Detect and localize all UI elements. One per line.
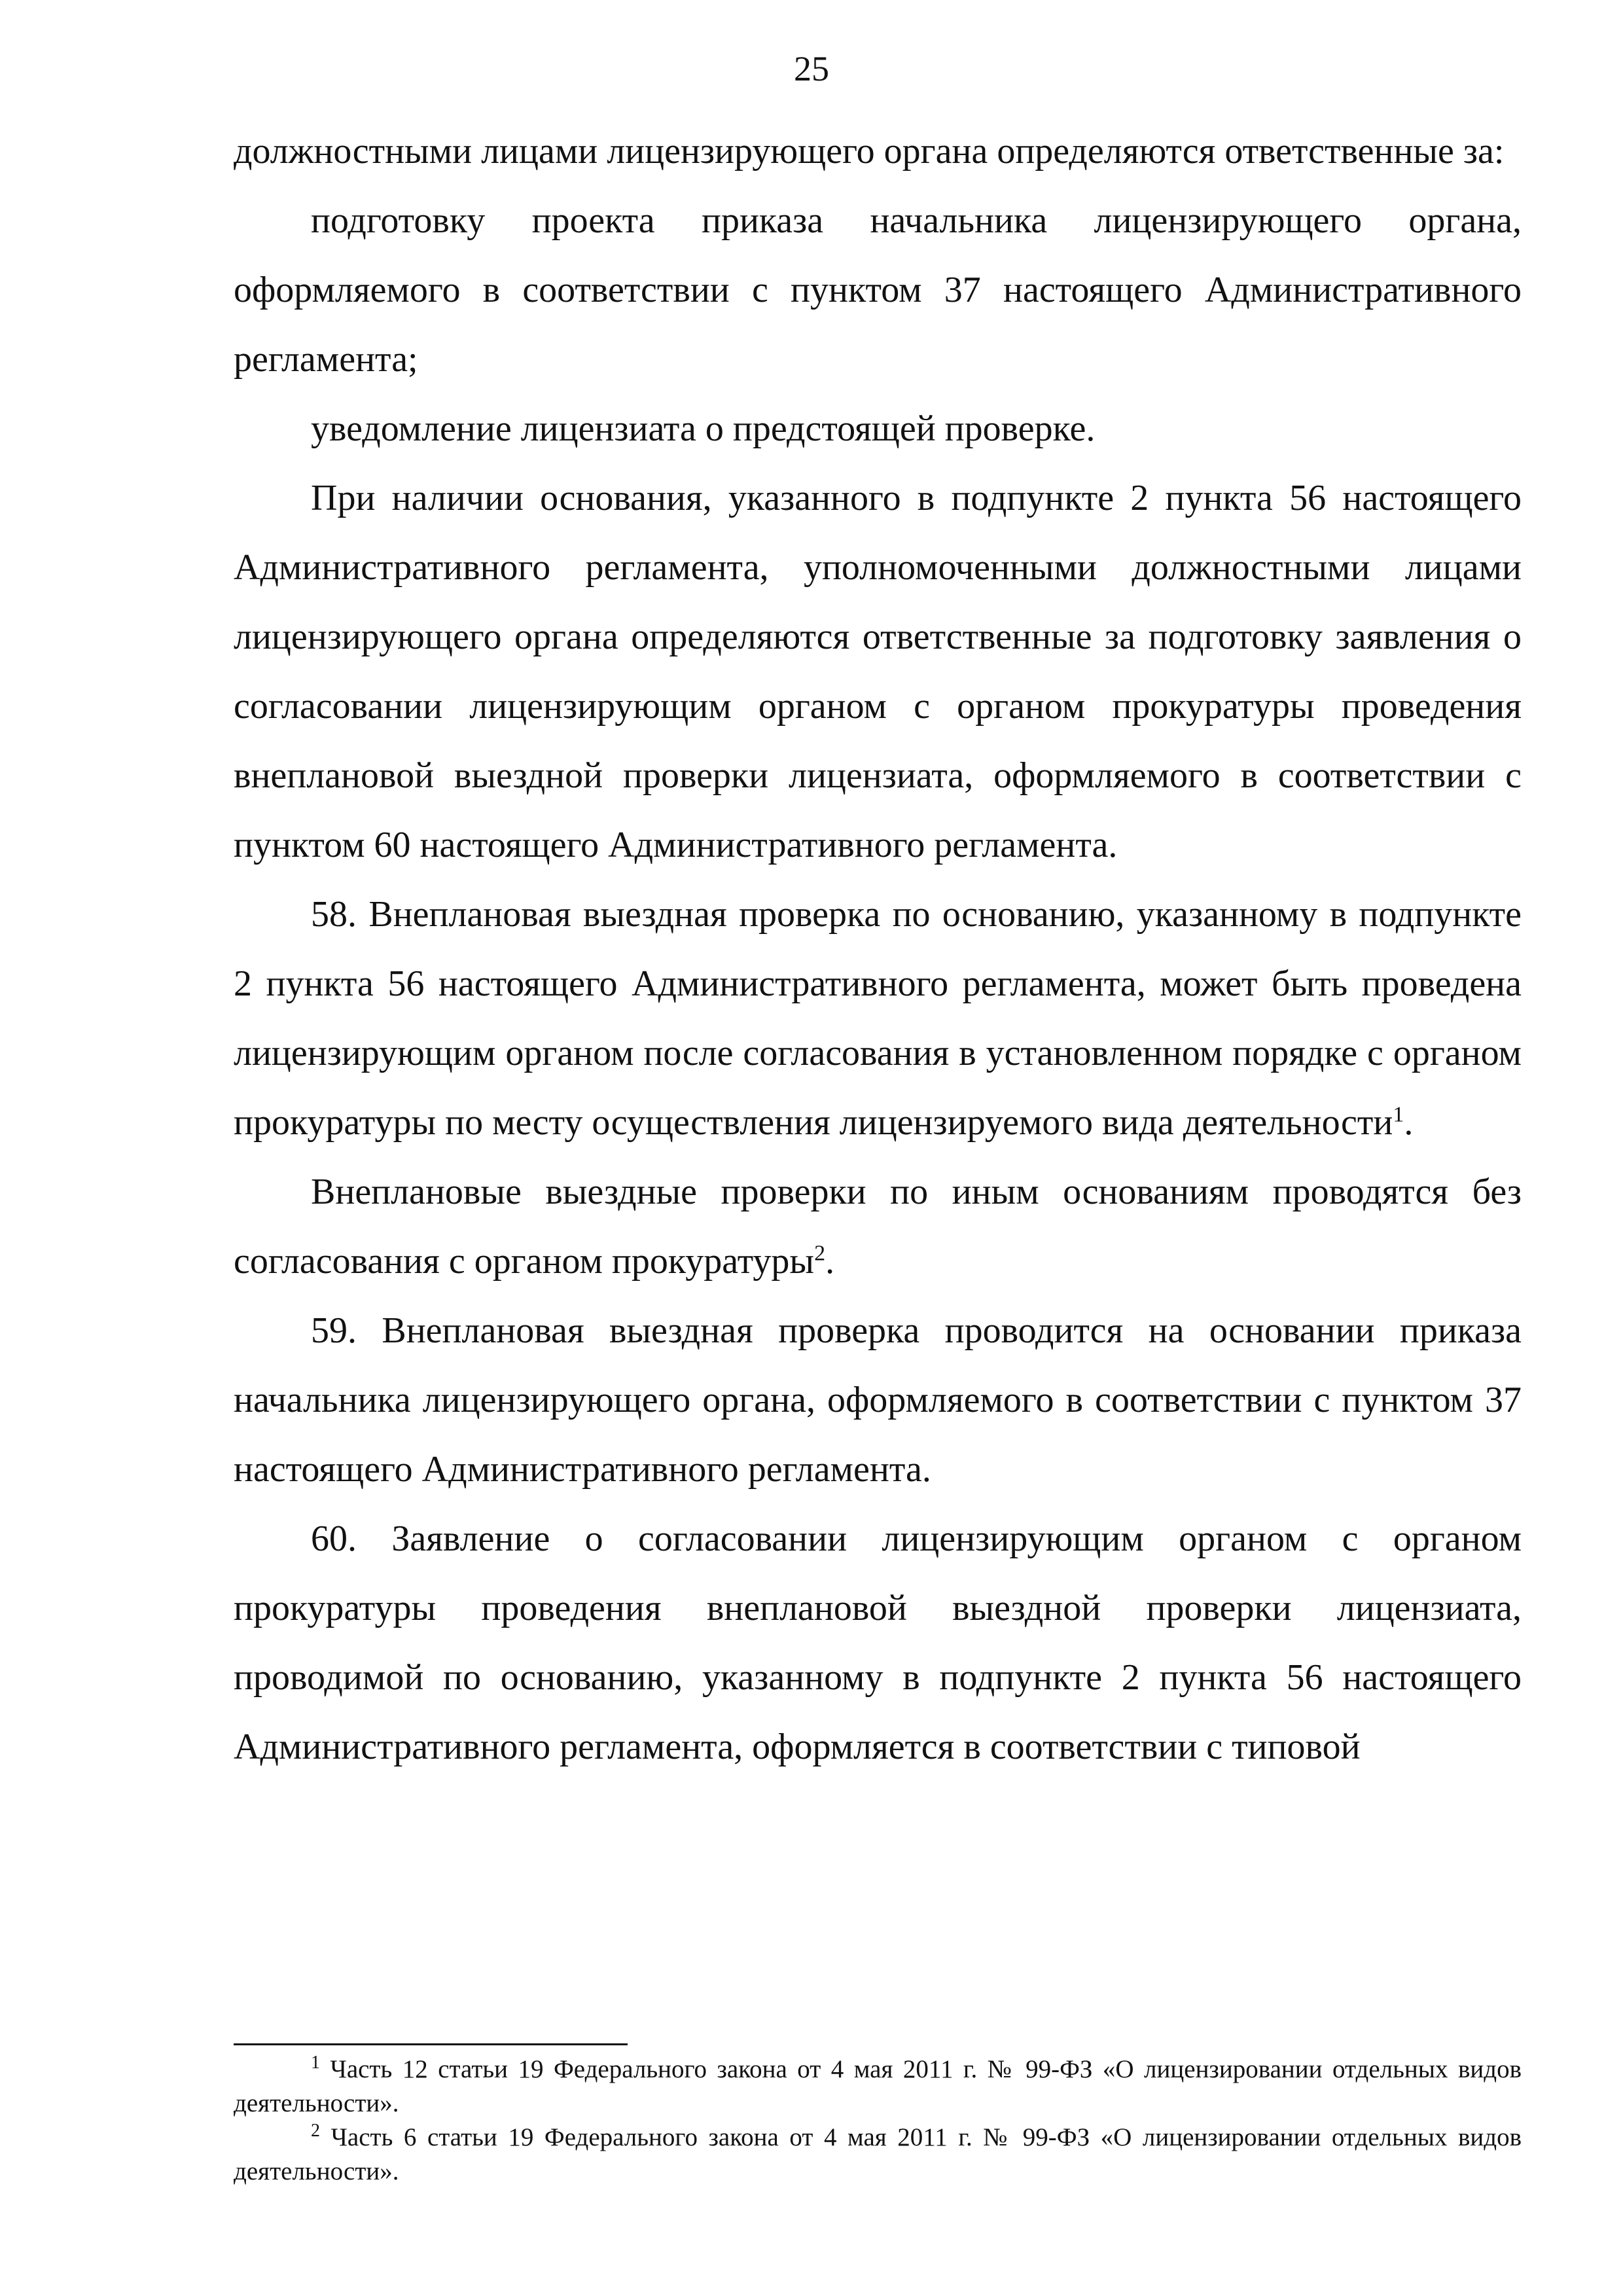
page-number: 25 [794, 49, 829, 88]
paragraph-text: подготовку проекта приказа начальника лицензирующего органа, оформляемого в соответствии с пунктом 37 настоящего Административного регламента; [234, 200, 1522, 380]
footnote-separator [234, 2043, 628, 2045]
paragraph-continuation [234, 117, 1522, 186]
paragraph-item-60 [234, 1504, 1522, 1782]
document-body [234, 117, 1522, 1782]
paragraph-text: Внеплановые выездные проверки по иным основаниям проводятся без согласования с органом прокуратуры [234, 1172, 1522, 1282]
paragraph-item-58 [234, 880, 1522, 1157]
paragraph-prosecutor-application [234, 463, 1522, 880]
footnote-reference: 2 [814, 1241, 826, 1266]
footnote-2 [234, 2121, 1522, 2189]
footnote-text: Часть 12 статьи 19 Федерального закона от 4 мая 2011 г. № 99-ФЗ «О лицензировании отдельных видов деятельности». [234, 2055, 1522, 2117]
paragraph-text: 60. Заявление о согласовании лицензирующим органом с органом прокуратуры проведения внеплановой выездной проверки лицензиата, проводимой по основанию, указанному в подпункте 2 пункта 56 настоящего Административного регламента, оформляется в соответствии с типовой [234, 1518, 1522, 1767]
paragraph-text: При наличии основания, указанного в подпункте 2 пункта 56 настоящего Административного регламента, уполномоченными должностными лицами лицензирующего органа определяются ответственные за подготовку заявления о согласовании лицензирующим органом с органом прокуратуры проведения внеплановой выездной проверки лицензиата, оформляемого в соответствии с пунктом 60 настоящего Административного регламента. [234, 478, 1522, 865]
footnote-1 [234, 2053, 1522, 2121]
footnote-reference: 1 [1393, 1102, 1404, 1127]
footnote-marker: 2 [311, 2121, 320, 2141]
paragraph-other-grounds [234, 1157, 1522, 1296]
paragraph-text: должностными лицами лицензирующего органа определяются ответственные за: [234, 131, 1505, 171]
paragraph-text: 59. Внеплановая выездная проверка проводится на основании приказа начальника лицензирующего органа, оформляемого в соответствии с пунктом 37 настоящего Административного регламента. [234, 1310, 1522, 1490]
paragraph-tail: . [1404, 1102, 1414, 1143]
paragraph-licensee-notice [234, 394, 1522, 463]
footnote-text: Часть 6 статьи 19 Федерального закона от 4 мая 2011 г. № 99-ФЗ «О лицензировании отдельных видов деятельности». [234, 2123, 1522, 2185]
paragraph-text: уведомление лицензиата о предстоящей проверке. [311, 408, 1096, 449]
footnotes [234, 2053, 1522, 2189]
paragraph-item-59 [234, 1296, 1522, 1504]
paragraph-text: 58. Внеплановая выездная проверка по основанию, указанному в подпункте 2 пункта 56 настоящего Административного регламента, может быть проведена лицензирующим органом после согласования в установленном порядке с органом прокуратуры по месту осуществления лицензируемого вида деятельности [234, 894, 1522, 1143]
paragraph-order-preparation [234, 186, 1522, 394]
paragraph-tail: . [825, 1241, 835, 1282]
footnote-marker: 1 [311, 2053, 320, 2073]
